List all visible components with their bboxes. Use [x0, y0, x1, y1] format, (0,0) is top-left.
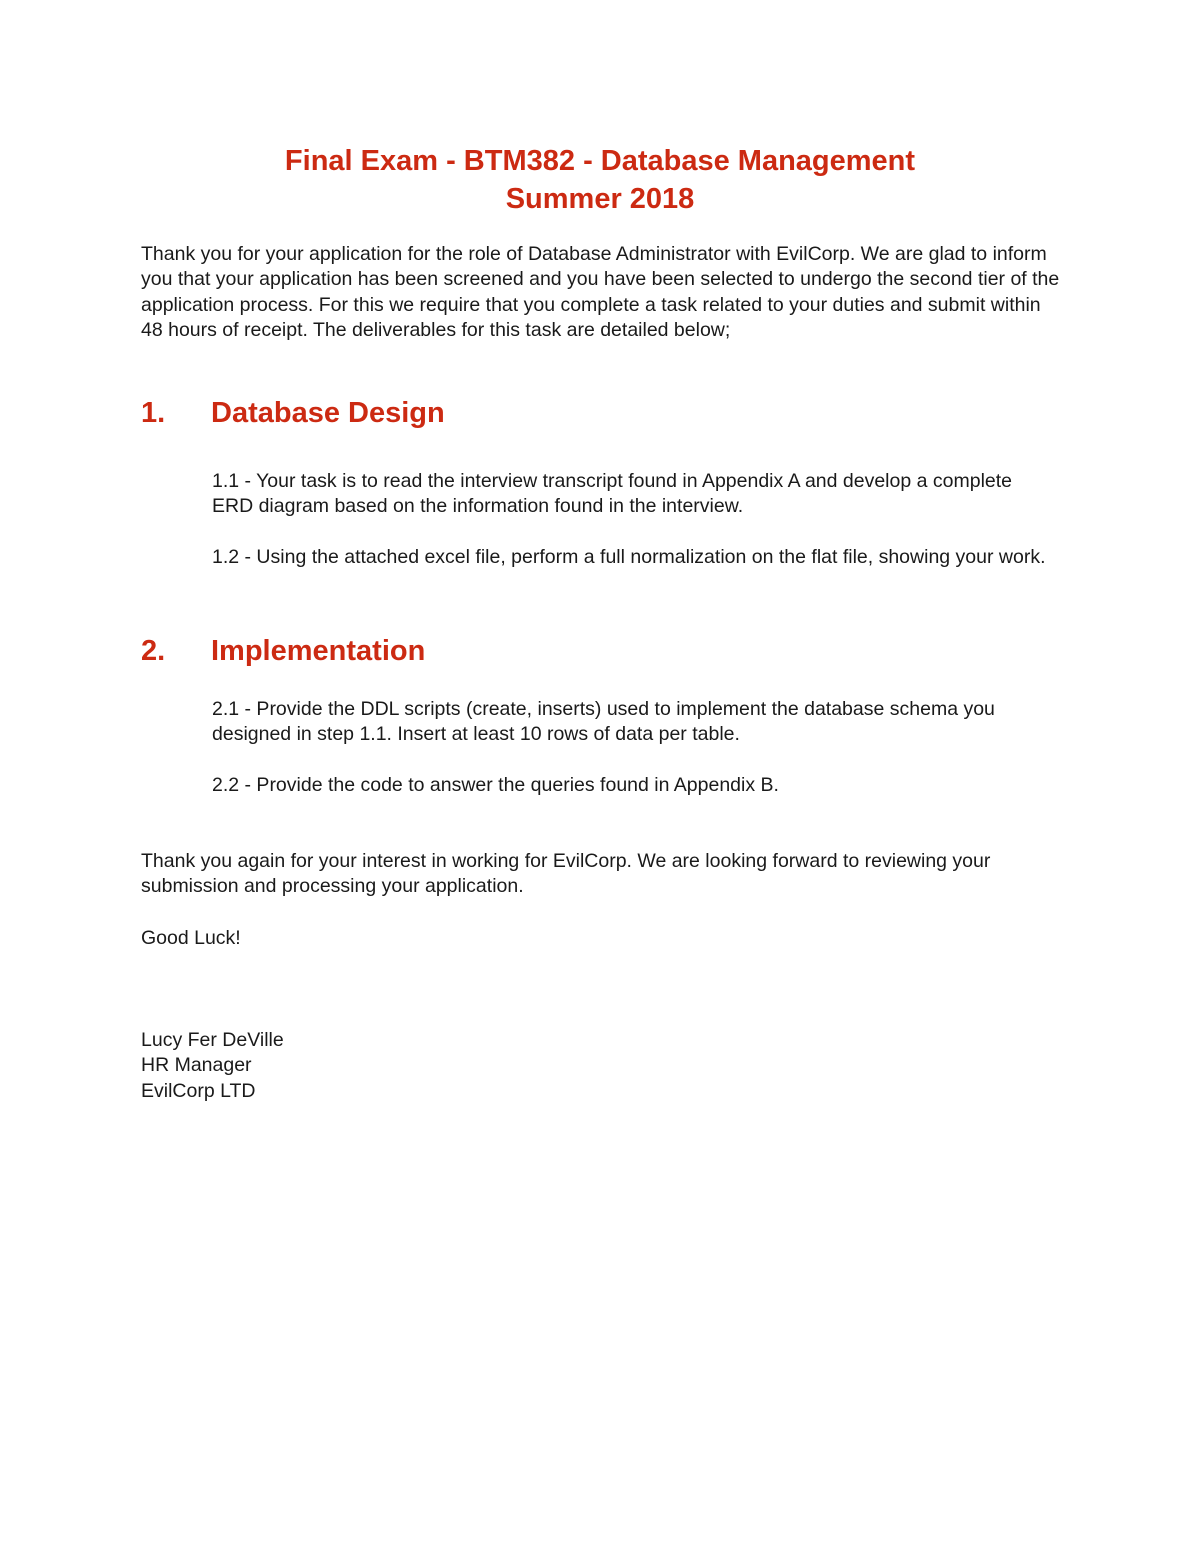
closing-paragraph: Thank you again for your interest in working for EvilCorp. We are looking forward to reviewing your submission and processing your application.: [141, 850, 991, 898]
signature-role: HR Manager: [141, 1054, 252, 1077]
task-item-1-2: 1.2 - Using the attached excel file, perform a full normalization on the flat file, showing your work.: [212, 546, 1046, 568]
task-item-2-2: 2.2 - Provide the code to answer the queries found in Appendix B.: [212, 774, 779, 796]
section-heading-database-design: [141, 394, 445, 432]
document-title: Final Exam - BTM382 - Database Management: [284, 145, 916, 177]
document-subtitle: Summer 2018: [505, 183, 695, 215]
good-luck-line: Good Luck!: [141, 927, 241, 949]
section-heading-implementation: [141, 632, 425, 670]
section-number: 2.: [141, 635, 166, 667]
section-title: Implementation: [211, 635, 426, 667]
task-item-1-1: 1.1 - Your task is to read the interview transcript found in Appendix A and develop a complete ERD diagram based on the information found in the interview.: [212, 470, 1013, 518]
signature-company: EvilCorp LTD: [141, 1079, 256, 1102]
section-title: Database Design: [211, 397, 445, 429]
task-item-2-1: 2.1 - Provide the DDL scripts (create, inserts) used to implement the database schema you designed in step 1.1. Insert at least 10 rows of data per table.: [212, 698, 995, 746]
signature-block: [141, 1028, 284, 1104]
section-number: 1.: [141, 397, 166, 429]
signature-name: Lucy Fer DeVille: [141, 1029, 284, 1051]
intro-paragraph: Thank you for your application for the role of Database Administrator with EvilCorp. We are glad to inform you that your application has been screened and you have been selected to undergo the second tier of the application process. For this we require that you complete a task related to your duties and submit within 48 hours of receipt. The deliverables for this task are detailed below;: [141, 243, 1060, 342]
